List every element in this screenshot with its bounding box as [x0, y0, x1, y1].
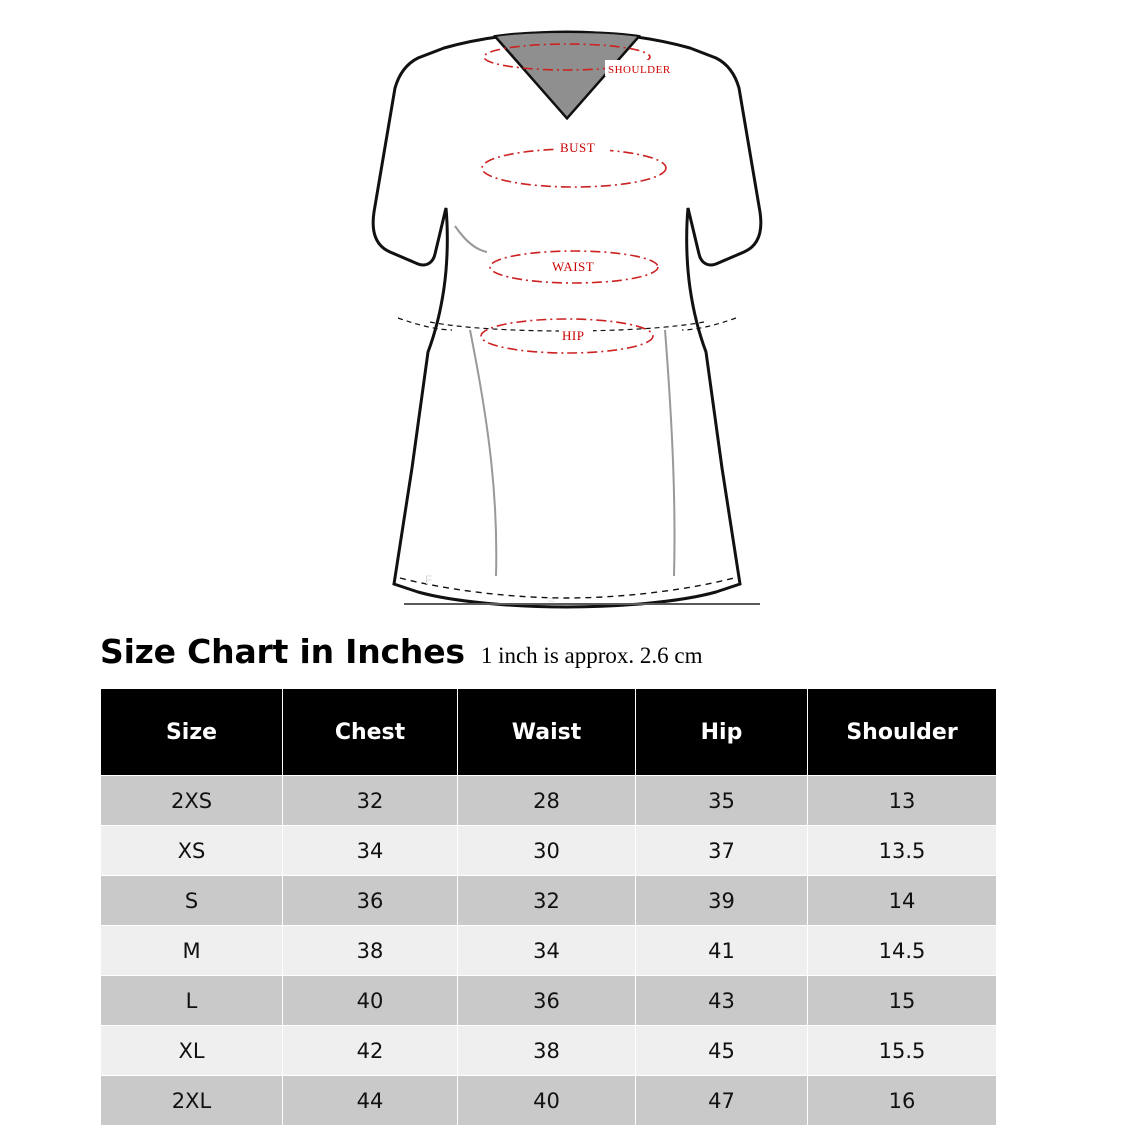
table-row [101, 1076, 997, 1126]
shoulder-label: SHOULDER [608, 64, 671, 76]
cell-size: S [101, 876, 283, 926]
table-row [101, 976, 997, 1026]
column-header-size: Size [101, 689, 283, 776]
watermark-left: F [425, 573, 433, 587]
cell-shoulder: 15 [808, 976, 997, 1026]
cell-hip: 41 [636, 926, 808, 976]
watermark-center: ≈ [548, 593, 555, 607]
cell-hip: 35 [636, 776, 808, 826]
page-subtitle: 1 inch is approx. 2.6 cm [480, 643, 703, 668]
table-row [101, 876, 997, 926]
cell-shoulder: 13.5 [808, 826, 997, 876]
cell-hip: 47 [636, 1076, 808, 1126]
cell-chest: 32 [283, 776, 458, 826]
cell-hip: 45 [636, 1026, 808, 1076]
cell-chest: 36 [283, 876, 458, 926]
cell-shoulder: 15.5 [808, 1026, 997, 1076]
cell-waist: 34 [458, 926, 636, 976]
table-row [101, 826, 997, 876]
hip-label: HIP [562, 328, 585, 343]
cell-hip: 39 [636, 876, 808, 926]
cell-size: XS [101, 826, 283, 876]
cell-waist: 38 [458, 1026, 636, 1076]
cell-shoulder: 16 [808, 1076, 997, 1126]
column-header-shoulder: Shoulder [808, 689, 997, 776]
cell-chest: 44 [283, 1076, 458, 1126]
cell-chest: 38 [283, 926, 458, 976]
cell-shoulder: 14.5 [808, 926, 997, 976]
cell-waist: 36 [458, 976, 636, 1026]
cell-size: M [101, 926, 283, 976]
column-header-chest: Chest [283, 689, 458, 776]
cell-waist: 30 [458, 826, 636, 876]
table-row [101, 776, 997, 826]
column-header-waist: Waist [458, 689, 636, 776]
cell-size: XL [101, 1026, 283, 1076]
cell-chest: 40 [283, 976, 458, 1026]
cell-hip: 37 [636, 826, 808, 876]
table-row [101, 926, 997, 976]
cell-shoulder: 14 [808, 876, 997, 926]
cell-waist: 28 [458, 776, 636, 826]
size-chart-table [100, 688, 997, 1126]
column-header-hip: Hip [636, 689, 808, 776]
waist-label: WAIST [552, 259, 595, 274]
table-header-row [101, 689, 997, 776]
cell-waist: 32 [458, 876, 636, 926]
table-row [101, 1026, 997, 1076]
cell-shoulder: 13 [808, 776, 997, 826]
page-title: Size Chart in Inches [100, 632, 465, 671]
cell-hip: 43 [636, 976, 808, 1026]
bust-label: BUST [560, 140, 596, 155]
cell-chest: 34 [283, 826, 458, 876]
cell-size: 2XS [101, 776, 283, 826]
cell-chest: 42 [283, 1026, 458, 1076]
cell-size: 2XL [101, 1076, 283, 1126]
cell-waist: 40 [458, 1076, 636, 1126]
cell-size: L [101, 976, 283, 1026]
title-row [100, 632, 1040, 682]
